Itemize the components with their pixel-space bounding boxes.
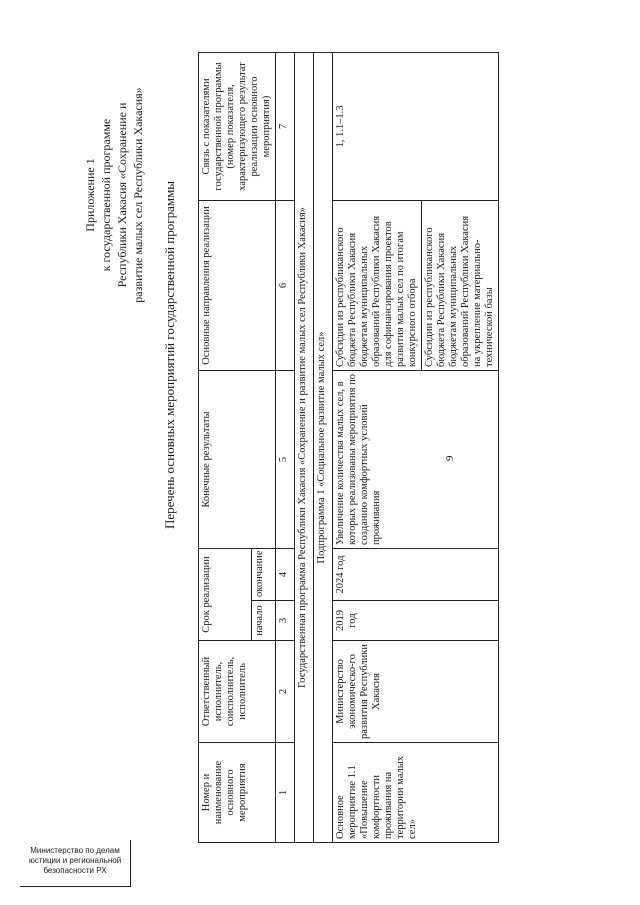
measure-start: 2019 год [333, 601, 499, 641]
table-row [333, 52, 499, 842]
column-numbers-row [276, 52, 295, 842]
ministry-stamp [20, 840, 131, 887]
measure-name: Основное мероприятие 1.1 «Повышение комфортности проживания на территории малых сел» [333, 743, 499, 843]
appendix-line: Республики Хакасия «Сохранение и [115, 102, 129, 288]
header-period: Срок реализации [199, 548, 252, 640]
header-start: начало [252, 601, 276, 641]
program-row [295, 52, 314, 842]
header-col5: Конечные результаты [199, 370, 276, 548]
column-number: 6 [276, 200, 295, 370]
page-number: 9 [444, 455, 456, 461]
appendix-line: к государственной программе [99, 118, 113, 272]
appendix-line: развитие малых сел Республики Хакасия» [131, 87, 145, 303]
appendix-header [82, 45, 146, 345]
program-title: Государственная программа Республики Хакасия «Сохранение и развитие малых сел Республики Хакасия» [295, 52, 314, 842]
stamp-line: безопасности РХ [43, 866, 107, 875]
measure-indicators: 1, 1.1–1.3 [333, 52, 499, 200]
subprogram-title: Подпрограмма 1 «Социальное развитие малых сел» [314, 52, 333, 842]
measure-directions [333, 200, 499, 370]
subprogram-row [314, 52, 333, 842]
column-number: 3 [276, 601, 295, 641]
stamp-line: юстиции и региональной [28, 856, 122, 865]
direction-item: Субсидии из республиканского бюджета Республики Хакасия бюджетам муниципальных образований Республики Хакасия для софинансирования проектов развития малых сел по итогам конкурсного отбора [335, 215, 418, 367]
measure-end: 2024 год [333, 548, 499, 600]
column-number: 2 [276, 641, 295, 743]
stamp-line: Министерство по делам [30, 846, 120, 855]
column-number: 1 [276, 743, 295, 843]
header-end: окончание [252, 548, 276, 600]
measure-executor: Министерство экономическо-го развития Республики Хакасия [333, 641, 499, 743]
header-col2: Ответственный исполнитель, соисполнитель, исполнитель [199, 641, 276, 743]
header-col1: Номер и наименование основного мероприятия [199, 743, 276, 843]
list-title: Перечень основных мероприятий государственной программы [162, 180, 177, 530]
column-number: 4 [276, 548, 295, 600]
column-number: 5 [276, 370, 295, 548]
direction-item: Субсидии из республиканского бюджета Республики Хакасия бюджетам муниципальных образований Республики Хакасия на укрепление материально-технической базы [421, 201, 498, 370]
measure-result: Увеличение количества малых сел, в которых реализованы мероприятия по созданию комфортных условий проживания [333, 370, 499, 548]
measures-table [198, 52, 499, 843]
header-col6: Основные направления реализации [199, 200, 276, 370]
appendix-line: Приложение 1 [83, 158, 97, 232]
column-number: 7 [276, 52, 295, 200]
header-col7: Связь с показателями государственной программы (номер показателя, характеризующего результат реализации основного мероприятия) [199, 52, 276, 200]
